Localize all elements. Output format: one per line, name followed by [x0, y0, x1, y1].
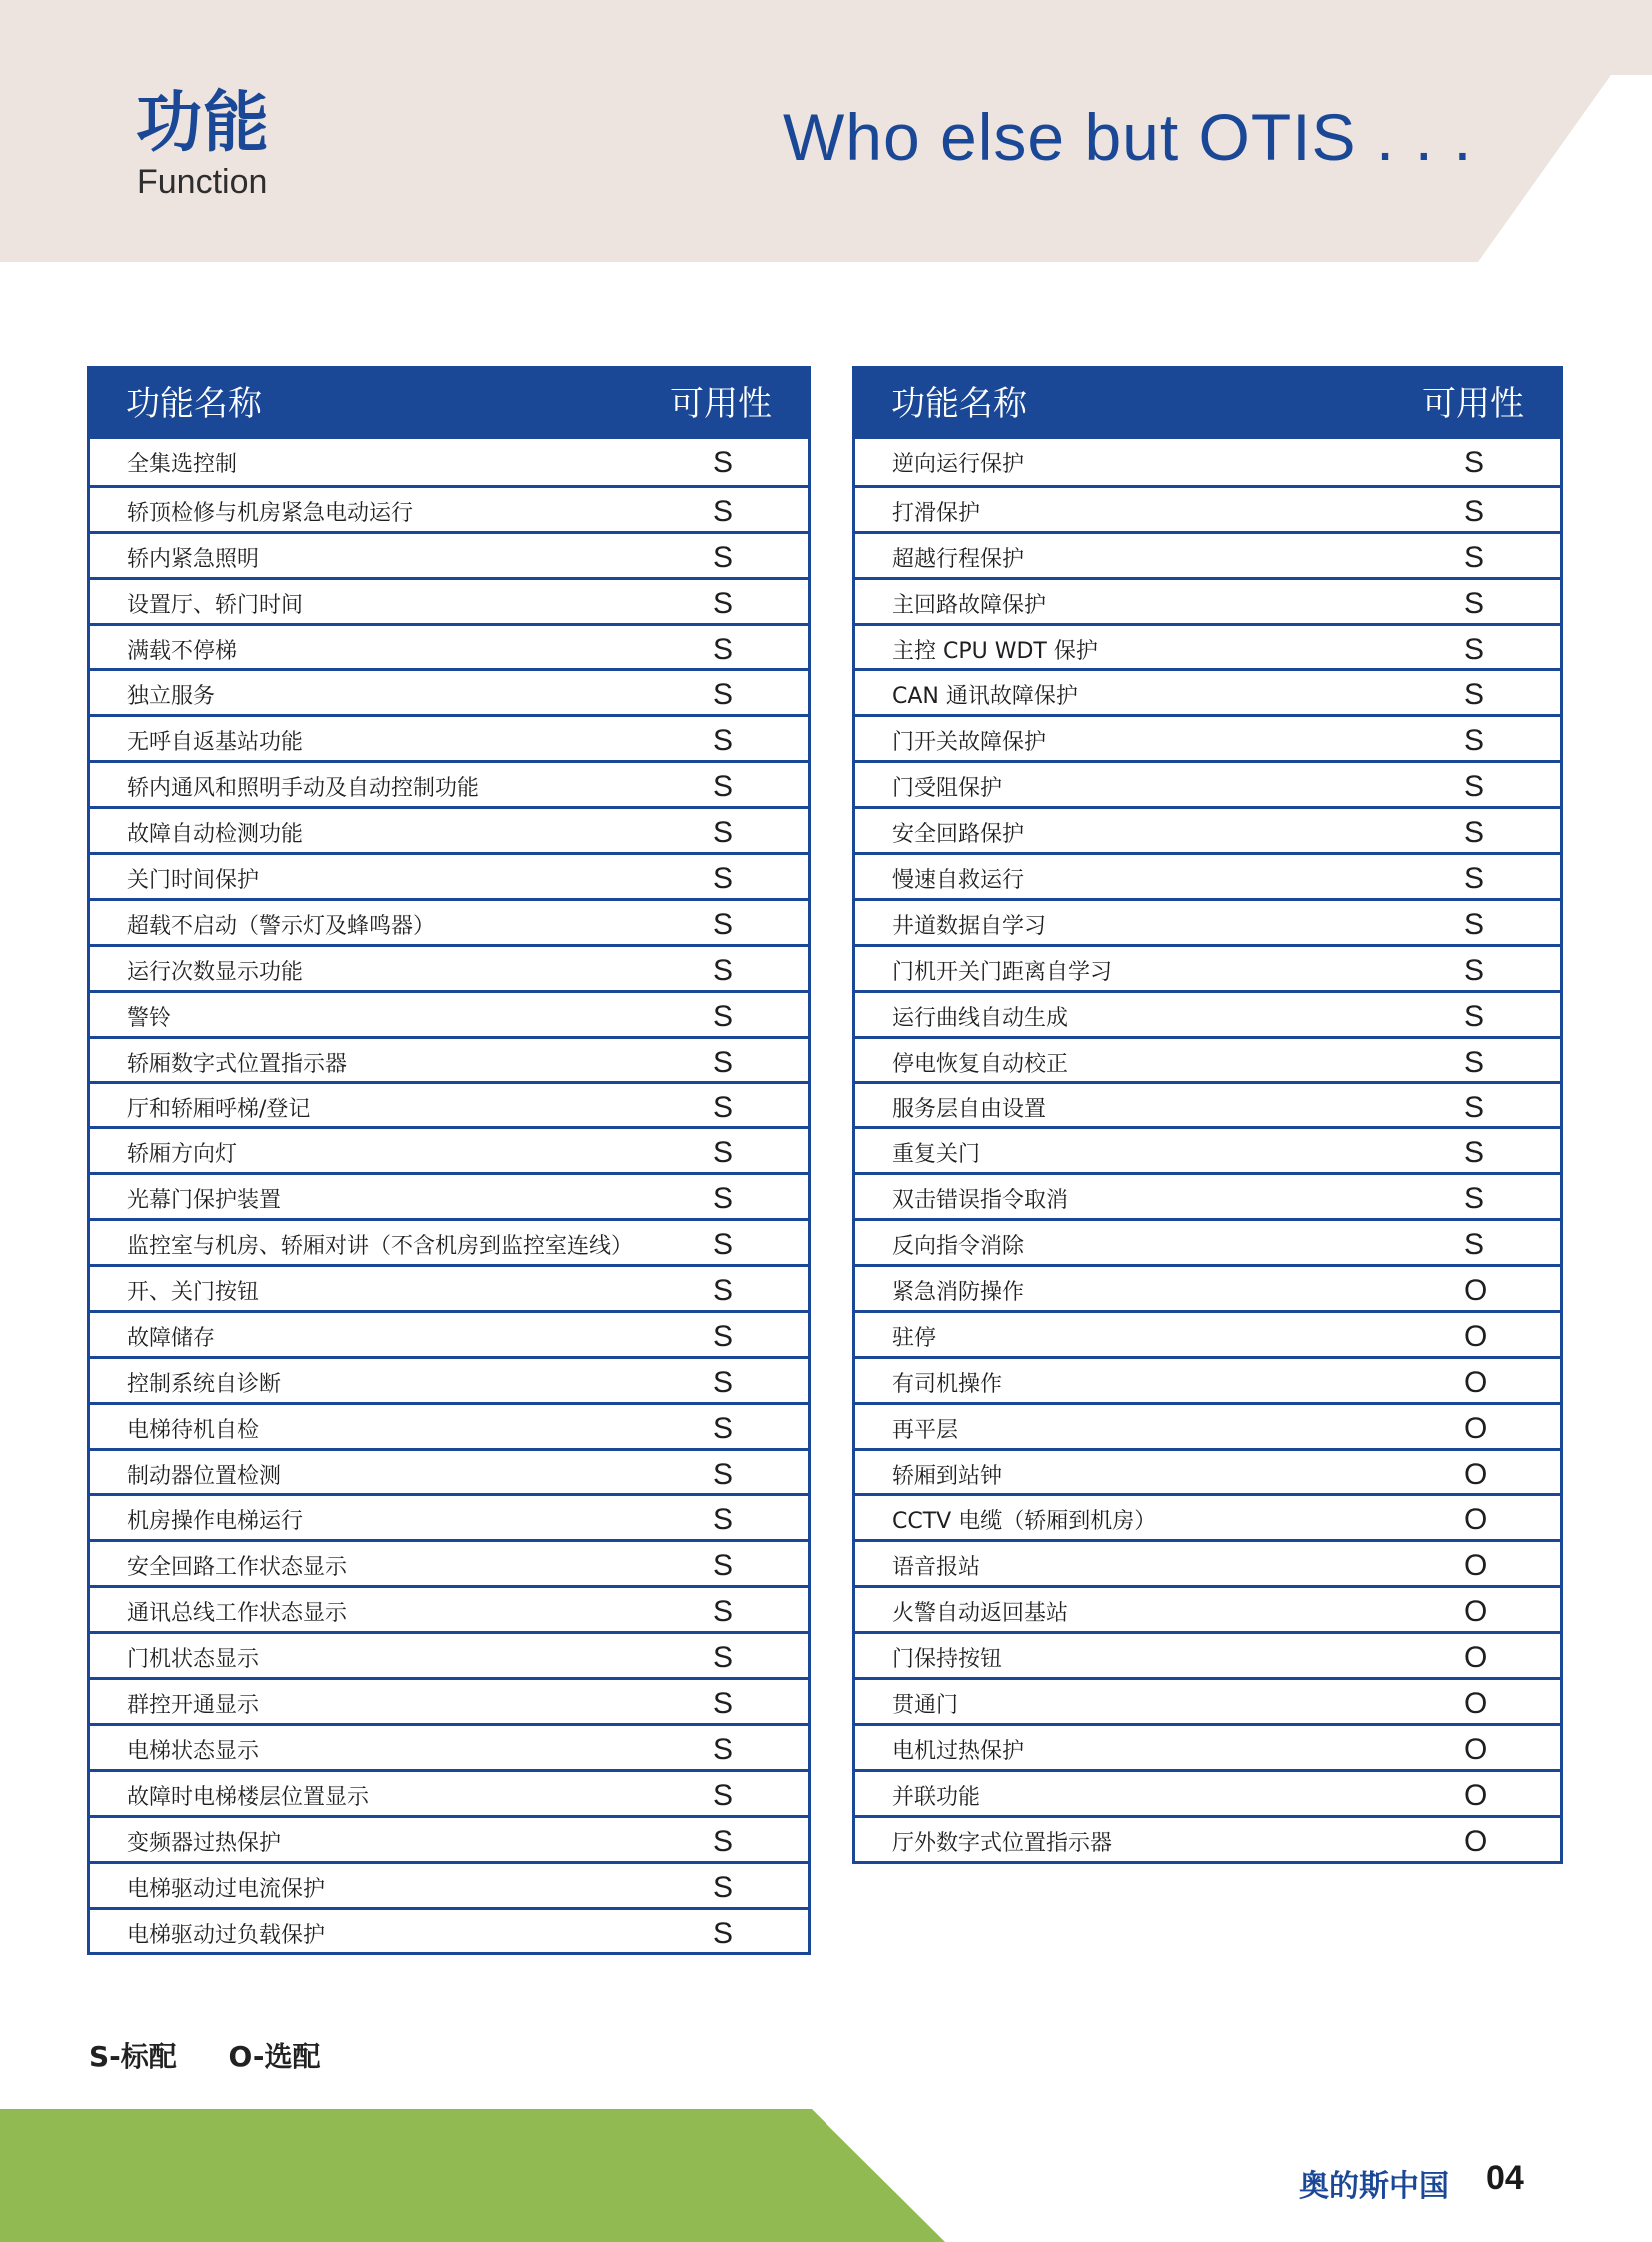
column-header-name: 功能名称 — [891, 384, 1027, 424]
function-name: 电机过热保护 — [892, 1738, 1025, 1764]
availability-value: O — [1464, 1778, 1488, 1812]
availability-value: S — [1464, 770, 1485, 804]
function-name: 门开关故障保护 — [892, 730, 1047, 756]
table-row — [90, 1677, 808, 1723]
availability-value: S — [713, 1228, 734, 1262]
availability-value: S — [713, 1732, 734, 1766]
table-header — [90, 369, 808, 439]
availability-value: O — [1464, 1641, 1488, 1675]
availability-value: S — [713, 586, 734, 620]
availability-value: S — [1464, 862, 1485, 896]
table-row — [90, 1356, 808, 1402]
function-name: 服务层自由设置 — [892, 1097, 1047, 1122]
page-subtitle: Function — [137, 163, 268, 201]
table-row — [855, 1402, 1560, 1448]
function-name: 门受阻保护 — [892, 776, 1003, 802]
availability-value: S — [713, 540, 734, 574]
availability-value: S — [713, 1641, 734, 1675]
table-row — [90, 1310, 808, 1356]
availability-value: S — [713, 1182, 734, 1216]
availability-value: S — [713, 1457, 734, 1491]
function-name: 超越行程保护 — [892, 546, 1025, 572]
function-name: 变频器过热保护 — [127, 1830, 282, 1856]
table-row — [90, 1815, 808, 1861]
table-row — [90, 898, 808, 944]
table-row — [90, 1723, 808, 1769]
table-row — [855, 531, 1560, 577]
availability-value: S — [713, 678, 734, 712]
availability-value: S — [1464, 999, 1485, 1033]
function-name: 满载不停梯 — [127, 638, 238, 664]
function-name: 安全回路工作状态显示 — [127, 1555, 348, 1581]
table-row — [855, 1172, 1560, 1218]
availability-value: S — [1464, 816, 1485, 850]
function-name: 群控开通显示 — [127, 1693, 260, 1719]
availability-value: S — [713, 1503, 734, 1537]
table-row — [90, 1402, 808, 1448]
function-name: 轿内紧急照明 — [127, 546, 260, 572]
table-row — [855, 1448, 1560, 1494]
table-row — [855, 852, 1560, 898]
availability-value: S — [713, 1411, 734, 1445]
availability-value: S — [1464, 1045, 1485, 1079]
footer-brand: 奥的斯中国 — [1299, 2169, 1449, 2204]
function-name: 独立服务 — [127, 684, 216, 710]
table-row — [90, 1036, 808, 1082]
availability-value: S — [1464, 1091, 1485, 1124]
function-name: 安全回路保护 — [892, 822, 1025, 848]
legend-optional: O-选配 — [228, 2040, 321, 2073]
table-row — [90, 944, 808, 990]
availability-value: O — [1464, 1549, 1488, 1583]
table-row — [855, 1036, 1560, 1082]
table-row — [855, 944, 1560, 990]
availability-value: O — [1464, 1319, 1488, 1353]
table-row — [90, 1585, 808, 1631]
table-row — [90, 1264, 808, 1310]
function-name: 井道数据自学习 — [892, 913, 1047, 939]
availability-value: O — [1464, 1274, 1488, 1308]
function-name: 运行次数显示功能 — [127, 959, 304, 985]
function-name: 无呼自返基站功能 — [127, 730, 304, 756]
availability-value: S — [1464, 586, 1485, 620]
availability-value: S — [713, 632, 734, 666]
table-row — [855, 806, 1560, 852]
function-name: 再平层 — [892, 1417, 959, 1443]
table-row — [855, 898, 1560, 944]
availability-value: O — [1464, 1503, 1488, 1537]
function-name: 厅和轿厢呼梯/登记 — [127, 1097, 311, 1122]
table-row — [855, 485, 1560, 531]
page-number: 04 — [1486, 2159, 1524, 2197]
availability-value: S — [713, 1687, 734, 1721]
function-name: CCTV 电缆（轿厢到机房） — [892, 1509, 1157, 1535]
table-row — [855, 714, 1560, 760]
function-name: 轿厢数字式位置指示器 — [127, 1051, 348, 1077]
availability-value: S — [1464, 1228, 1485, 1262]
function-name: 门机状态显示 — [127, 1647, 260, 1673]
page-title: 功能 — [136, 84, 270, 161]
table-row — [855, 439, 1560, 485]
availability-value: S — [1464, 678, 1485, 712]
table-row — [855, 668, 1560, 714]
table-row — [855, 1723, 1560, 1769]
availability-value: O — [1464, 1411, 1488, 1445]
availability-value: S — [713, 907, 734, 941]
availability-value: S — [1464, 446, 1485, 479]
table-header — [855, 369, 1560, 439]
table-row — [90, 1493, 808, 1539]
function-name: 反向指令消除 — [892, 1234, 1025, 1260]
availability-value: S — [1464, 953, 1485, 987]
table-row — [90, 439, 808, 485]
table-row — [855, 1126, 1560, 1172]
availability-value: S — [713, 1549, 734, 1583]
table-row — [90, 577, 808, 623]
function-name: 故障时电梯楼层位置显示 — [127, 1784, 370, 1810]
column-header-availability: 可用性 — [1422, 384, 1524, 424]
function-name: 紧急消防操作 — [892, 1280, 1025, 1306]
table-row — [90, 1769, 808, 1815]
function-name: 光幕门保护装置 — [127, 1188, 282, 1214]
function-table-right — [852, 366, 1563, 1864]
function-name: 故障自动检测功能 — [127, 822, 304, 848]
function-name: 逆向运行保护 — [892, 452, 1025, 477]
function-name: CAN 通讯故障保护 — [892, 684, 1078, 710]
function-name: 打滑保护 — [892, 500, 981, 526]
availability-value: S — [713, 770, 734, 804]
function-name: 双击错误指令取消 — [892, 1188, 1069, 1214]
function-name: 电梯驱动过负载保护 — [127, 1922, 326, 1948]
function-name: 开、关门按钮 — [127, 1280, 260, 1306]
availability-value: S — [713, 1319, 734, 1353]
column-header-name: 功能名称 — [126, 384, 262, 424]
function-name: 制动器位置检测 — [127, 1463, 282, 1489]
availability-value: S — [713, 1778, 734, 1812]
function-name: 电梯状态显示 — [127, 1738, 260, 1764]
function-name: 通讯总线工作状态显示 — [127, 1601, 348, 1627]
function-name: 贯通门 — [892, 1693, 959, 1719]
availability-value: O — [1464, 1457, 1488, 1491]
function-name: 轿顶检修与机房紧急电动运行 — [127, 500, 414, 526]
legend-standard: S-标配 — [89, 2040, 177, 2073]
table-row — [90, 1861, 808, 1907]
availability-value: S — [713, 494, 734, 528]
table-row — [855, 1356, 1560, 1402]
availability-value: S — [713, 999, 734, 1033]
availability-value: S — [713, 1916, 734, 1950]
table-row — [855, 1539, 1560, 1585]
availability-value: S — [1464, 724, 1485, 758]
availability-value: S — [1464, 1136, 1485, 1170]
table-row — [855, 1677, 1560, 1723]
function-name: 轿厢方向灯 — [127, 1142, 238, 1168]
function-name: 超载不启动（警示灯及蜂鸣器） — [127, 913, 436, 939]
function-name: 有司机操作 — [892, 1371, 1003, 1397]
table-row — [90, 714, 808, 760]
function-name: 门保持按钮 — [892, 1647, 1003, 1673]
function-name: 厅外数字式位置指示器 — [892, 1830, 1113, 1856]
function-name: 重复关门 — [892, 1142, 981, 1168]
table-row — [855, 1081, 1560, 1126]
function-name: 火警自动返回基站 — [892, 1601, 1069, 1627]
function-name: 驻停 — [892, 1325, 937, 1351]
availability-value: S — [713, 446, 734, 479]
availability-value: S — [713, 816, 734, 850]
availability-value: S — [713, 1136, 734, 1170]
function-name: 慢速自救运行 — [892, 868, 1025, 894]
function-name: 运行曲线自动生成 — [892, 1005, 1069, 1031]
availability-value: S — [1464, 1182, 1485, 1216]
function-table-left — [87, 366, 811, 1955]
table-row — [90, 852, 808, 898]
function-name: 轿厢到站钟 — [892, 1463, 1003, 1489]
table-row — [855, 623, 1560, 669]
function-name: 机房操作电梯运行 — [127, 1509, 304, 1535]
function-name: 主控 CPU WDT 保护 — [892, 638, 1098, 664]
function-name: 设置厅、轿门时间 — [127, 592, 304, 618]
table-row — [855, 990, 1560, 1036]
function-name: 并联功能 — [892, 1784, 981, 1810]
table-row — [855, 1631, 1560, 1677]
table-row — [855, 1493, 1560, 1539]
availability-value: O — [1464, 1687, 1488, 1721]
table-row — [855, 1310, 1560, 1356]
column-header-availability: 可用性 — [670, 384, 772, 424]
availability-value: S — [1464, 494, 1485, 528]
availability-value: S — [713, 1045, 734, 1079]
availability-value: S — [713, 724, 734, 758]
table-row — [855, 577, 1560, 623]
function-name: 监控室与机房、轿厢对讲（不含机房到监控室连线） — [127, 1234, 634, 1260]
function-name: 全集选控制 — [127, 452, 238, 477]
function-name: 电梯驱动过电流保护 — [127, 1876, 326, 1902]
table-row — [90, 1218, 808, 1264]
availability-value: S — [713, 1824, 734, 1858]
availability-value: O — [1464, 1732, 1488, 1766]
availability-value: S — [713, 1274, 734, 1308]
availability-value: S — [713, 1870, 734, 1904]
function-name: 关门时间保护 — [127, 868, 260, 894]
table-row — [90, 1448, 808, 1494]
function-name: 控制系统自诊断 — [127, 1371, 282, 1397]
availability-value: S — [713, 1595, 734, 1629]
table-row — [90, 760, 808, 806]
availability-value: S — [713, 1091, 734, 1124]
function-name: 轿内通风和照明手动及自动控制功能 — [127, 776, 480, 802]
table-row — [855, 1218, 1560, 1264]
table-row — [855, 1264, 1560, 1310]
table-row — [90, 1172, 808, 1218]
table-row — [855, 760, 1560, 806]
function-name: 主回路故障保护 — [892, 592, 1047, 618]
table-row — [90, 668, 808, 714]
table-row — [855, 1815, 1560, 1861]
table-row — [90, 1539, 808, 1585]
availability-value: O — [1464, 1365, 1488, 1399]
availability-value: S — [713, 1365, 734, 1399]
function-name: 电梯待机自检 — [127, 1417, 260, 1443]
function-name: 语音报站 — [892, 1555, 981, 1581]
table-row — [90, 623, 808, 669]
function-name: 故障储存 — [127, 1325, 216, 1351]
availability-value: O — [1464, 1824, 1488, 1858]
availability-value: O — [1464, 1595, 1488, 1629]
table-row — [90, 1081, 808, 1126]
table-row — [90, 990, 808, 1036]
availability-value: S — [1464, 632, 1485, 666]
function-name: 停电恢复自动校正 — [892, 1051, 1069, 1077]
tagline: Who else but OTIS . . . — [783, 100, 1473, 174]
table-row — [855, 1585, 1560, 1631]
table-row — [90, 485, 808, 531]
table-row — [90, 806, 808, 852]
table-row — [90, 1126, 808, 1172]
availability-value: S — [1464, 907, 1485, 941]
function-name: 门机开关门距离自学习 — [892, 959, 1113, 985]
function-name: 警铃 — [127, 1005, 172, 1031]
table-row — [90, 1907, 808, 1953]
availability-value: S — [713, 953, 734, 987]
table-row — [90, 1631, 808, 1677]
legend — [89, 2035, 363, 2075]
table-row — [90, 531, 808, 577]
availability-value: S — [1464, 540, 1485, 574]
availability-value: S — [713, 862, 734, 896]
table-row — [855, 1769, 1560, 1815]
